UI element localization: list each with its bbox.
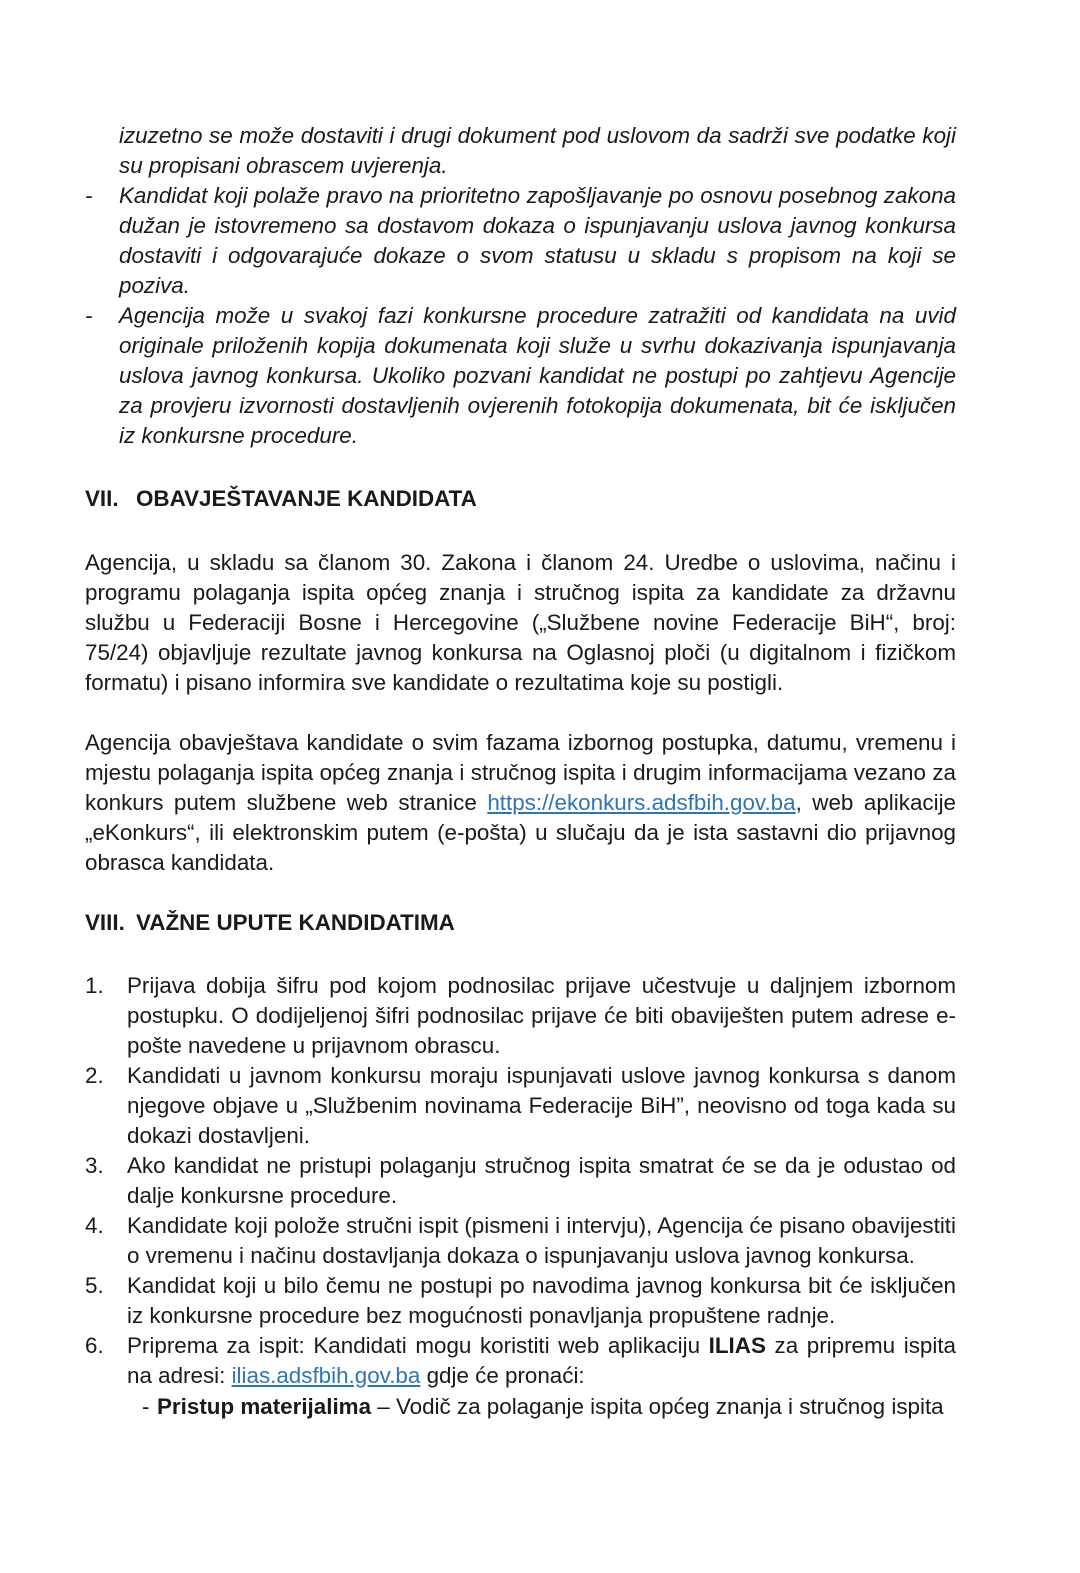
item-text: Kandidati u javnom konkursu moraju ispunjavati uslove javnog konkursa s danom njegove objave u „Službenim novinama Federacije BiH”, neovisno od toga kada su dokazi dostavljeni. [127,1063,956,1148]
dash-list-item [85,301,956,451]
item-number: 5. [85,1273,104,1298]
section-heading-vii [85,484,956,514]
dash-bullet: - [142,1394,150,1419]
item-number: 6. [85,1333,104,1358]
paragraph-notification-results: Agencija, u skladu sa članom 30. Zakona i članom 24. Uredbe o uslovima, načinu i programu polaganja ispita općeg znanja i stručnog ispita za kandidate za državnu službu u Federaciji Bosne i Hercegovine („Službene novine Federacije BiH“, broj: 75/24) objavljuje rezultate javnog konkursa na Oglasnoj ploči (u digitalnom i fizičkom formatu) i pisano informira sve kandidate o rezultatima koje su postigli. [85,550,956,695]
item-number: 1. [85,973,104,998]
paragraph-text: Agencija obavještava kandidate o svim fazama izbornog postupka, datumu, vremenu i mjestu polaganja ispita općeg znanja i stručnog ispita i drugim informacijama vezano za konkurs putem službene web stranice [85,730,956,815]
item-text-part: Priprema za ispit: Kandidati mogu koristiti web aplikaciju [127,1333,709,1358]
ilias-app-name: ILIAS [708,1333,766,1358]
sub-dash-item [142,1392,956,1422]
sub-item-description: – Vodič za polaganje ispita općeg znanja i stručnog ispita [371,1394,944,1419]
dash-item-text: Kandidat koji polaže pravo na prioritetno zapošljavanje po osnovu posebnog zakona dužan je istovremeno sa dostavom dokaza o ispunjavanju uslova javnog konkursa dostaviti i odgovarajuće dokaze o svom statusu u skladu s propisom na koji se poziva. [119,183,956,298]
numbered-list-item [85,1211,956,1271]
numbered-list-item [85,971,956,1061]
dash-list-item [85,181,956,301]
item-text: Ako kandidat ne pristupi polaganju stručnog ispita smatrat će se da je odustao od dalje konkursne procedure. [127,1153,956,1208]
dash-bullet: - [85,183,93,208]
paragraph-notification-phases [85,728,956,878]
item-number: 2. [85,1063,104,1088]
item-number: 4. [85,1213,104,1238]
item-text: Kandidate koji polože stručni ispit (pismeni i intervju), Agencija će pisano obavijestiti o vremenu i načinu dostavljanja dokaza o ispunjavanju uslova javnog konkursa. [127,1213,956,1268]
paragraph-text: , web aplikacije „eKonkurs“, ili elektronskim putem (e-pošta) u slučaju da je ista sastavni dio prijavnog obrasca kandidata. [85,790,956,875]
sub-item-text [157,1392,956,1422]
section-title: OBAVJEŠTAVANJE KANDIDATA [136,486,477,511]
dash-bullet: - [85,303,93,328]
section-number: VIII. [85,910,125,935]
item-text-part: za pripremu ispita na adresi: [127,1333,957,1388]
numbered-list [85,971,956,1422]
intro-bullet-block [85,121,956,451]
item-number: 3. [85,1153,104,1178]
dash-item-text: Agencija može u svakoj fazi konkursne procedure zatražiti od kandidata na uvid originale priloženih kopija dokumenata koji služe u svrhu dokazivanja ispunjavanja uslova javnog konkursa. Ukoliko pozvani kandidat ne postupi po zahtjevu Agencije za provjeru izvornosti dostavljenih ovjerenih fotokopija dokumenata, bit će isključen iz konkursne procedure. [119,303,956,448]
item-text-part: gdje će pronaći: [420,1363,585,1388]
section-title: VAŽNE UPUTE KANDIDATIMA [136,910,455,935]
ilias-link[interactable]: ilias.adsfbih.gov.ba [231,1363,421,1388]
item-text [127,1331,956,1391]
numbered-list-item [85,1061,956,1151]
section-number: VII. [85,486,119,511]
ekonkurs-link[interactable]: https://ekonkurs.adsfbih.gov.ba [487,790,796,815]
numbered-list-item [85,1151,956,1211]
numbered-list-item [85,1271,956,1331]
item-text: Kandidat koji u bilo čemu ne postupi po navodima javnog konkursa bit će isključen iz konkursne procedure bez mogućnosti ponavljanja propuštene radnje. [127,1273,956,1328]
numbered-list-item-6 [85,1331,956,1391]
continuation-paragraph: izuzetno se može dostaviti i drugi dokument pod uslovom da sadrži sve podatke koji su propisani obrascem uvjerenja. [119,123,956,178]
sub-item-bold-label: Pristup materijalima [157,1394,372,1419]
item-text: Prijava dobija šifru pod kojom podnosilac prijave učestvuje u daljnjem izbornom postupku. O dodijeljenoj šifri podnosilac prijave će biti obaviješten putem adrese e-pošte navedene u prijavnom obrascu. [127,973,956,1058]
section-heading-viii [85,908,956,938]
